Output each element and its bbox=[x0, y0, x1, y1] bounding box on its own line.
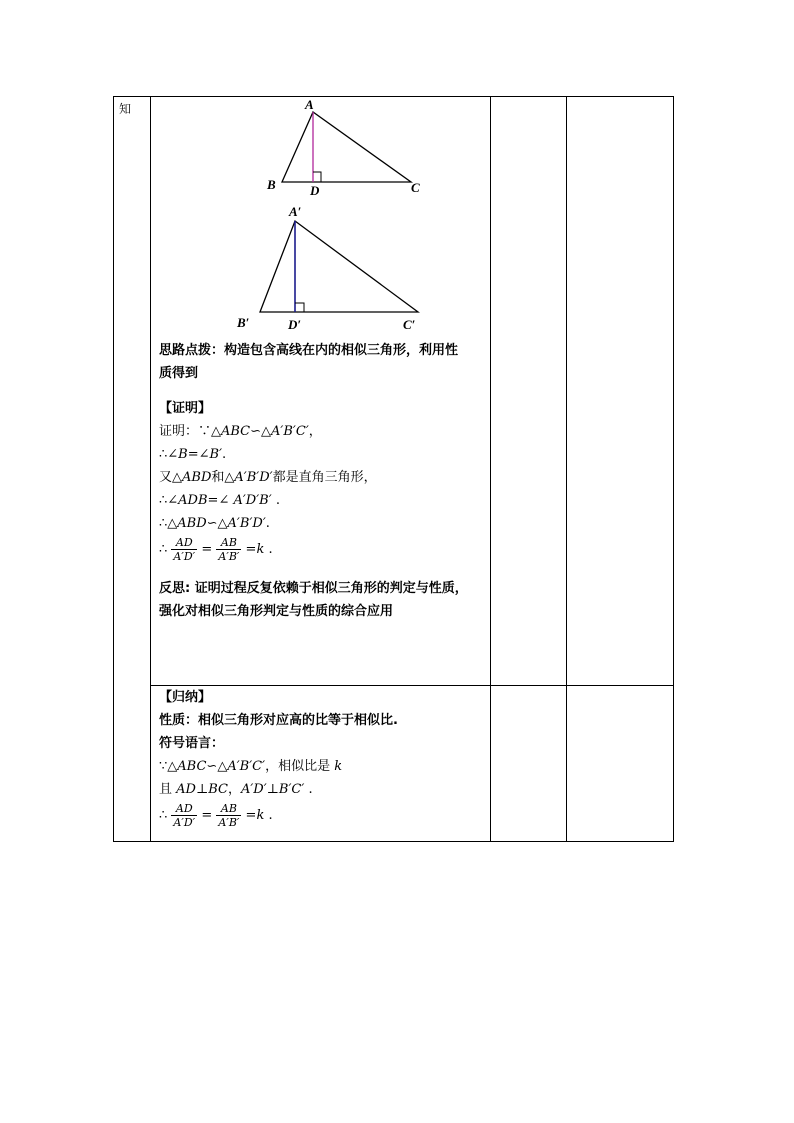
hint-line-1: 思路点拨：构造包含高线在内的相似三角形，利用性 bbox=[159, 343, 459, 358]
proof-equation: ∴ $\frac{AD}{A'D'}$ = $\frac{AB}{A'B'}$ =k . bbox=[159, 536, 273, 563]
summary-line-1: ∵△ABC∽△A′B′C′，相似比是 k bbox=[159, 759, 343, 774]
summary-cell bbox=[151, 686, 491, 842]
fraction-ab-over-a-b-prime: $\frac{AB}{A'B'}$ bbox=[218, 536, 240, 563]
label-b: B bbox=[267, 177, 276, 192]
summary-equation: ∴ $\frac{AD}{A'D'}$ = $\frac{AB}{A'B'}$ =k . bbox=[159, 802, 273, 829]
proof-line-1: 证明：∵△ABC∽△A′B′C′， bbox=[159, 424, 322, 439]
empty-cell-1 bbox=[491, 97, 567, 686]
proof-line-5: ∴△ABD∽△A′B′D′. bbox=[159, 516, 270, 531]
label-d: D bbox=[310, 183, 320, 198]
hint-line-2: 质得到 bbox=[159, 366, 199, 381]
empty-cell-4 bbox=[567, 686, 674, 842]
right-angle-mark bbox=[313, 172, 321, 182]
summary-fraction-ad: $\frac{AD}{A'D'}$ bbox=[173, 802, 196, 829]
explanation-cell bbox=[151, 97, 491, 686]
triangle-abc bbox=[282, 112, 411, 182]
label-a: A bbox=[305, 97, 314, 112]
triangle-figure-2 bbox=[159, 201, 485, 329]
proof-line-2: ∴∠B=∠B′. bbox=[159, 447, 227, 462]
right-angle-mark-2 bbox=[295, 303, 304, 312]
section-label: 知 bbox=[114, 97, 151, 842]
empty-cell-3 bbox=[491, 686, 567, 842]
lesson-table bbox=[113, 96, 674, 842]
empty-cell-2 bbox=[567, 97, 674, 686]
proof-line-3: 又△ABD和△A′B′D′都是直角三角形， bbox=[159, 470, 377, 485]
summary-property: 性质：相似三角形对应高的比等于相似比. bbox=[159, 713, 398, 728]
proof-heading: 【证明】 bbox=[159, 401, 212, 416]
summary-line-2: 且 AD⊥BC，A′D′⊥B′C′ . bbox=[159, 782, 313, 797]
fraction-ad-over-a-d-prime: $\frac{AD}{A'D'}$ bbox=[173, 536, 196, 563]
reflection-line-2: 强化对相似三角形判定与性质的综合应用 bbox=[159, 604, 394, 619]
label-b-prime: B′ bbox=[237, 315, 250, 329]
summary-symbol-label: 符号语言： bbox=[159, 736, 225, 751]
label-c-prime: C′ bbox=[403, 317, 416, 329]
reflection-line-1: 反思: 证明过程反复依赖于相似三角形的判定与性质， bbox=[159, 581, 468, 596]
summary-heading: 【归纳】 bbox=[159, 690, 212, 705]
label-c: C bbox=[411, 180, 420, 195]
proof-line-4: ∴∠ADB=∠ A′D′B′ . bbox=[159, 493, 280, 508]
label-a-prime: A′ bbox=[289, 204, 302, 219]
label-d-prime: D′ bbox=[288, 317, 302, 329]
triangle-a-b-c-prime bbox=[260, 221, 418, 312]
summary-fraction-ab: $\frac{AB}{A'B'}$ bbox=[218, 802, 240, 829]
triangle-figure-1 bbox=[159, 97, 485, 201]
